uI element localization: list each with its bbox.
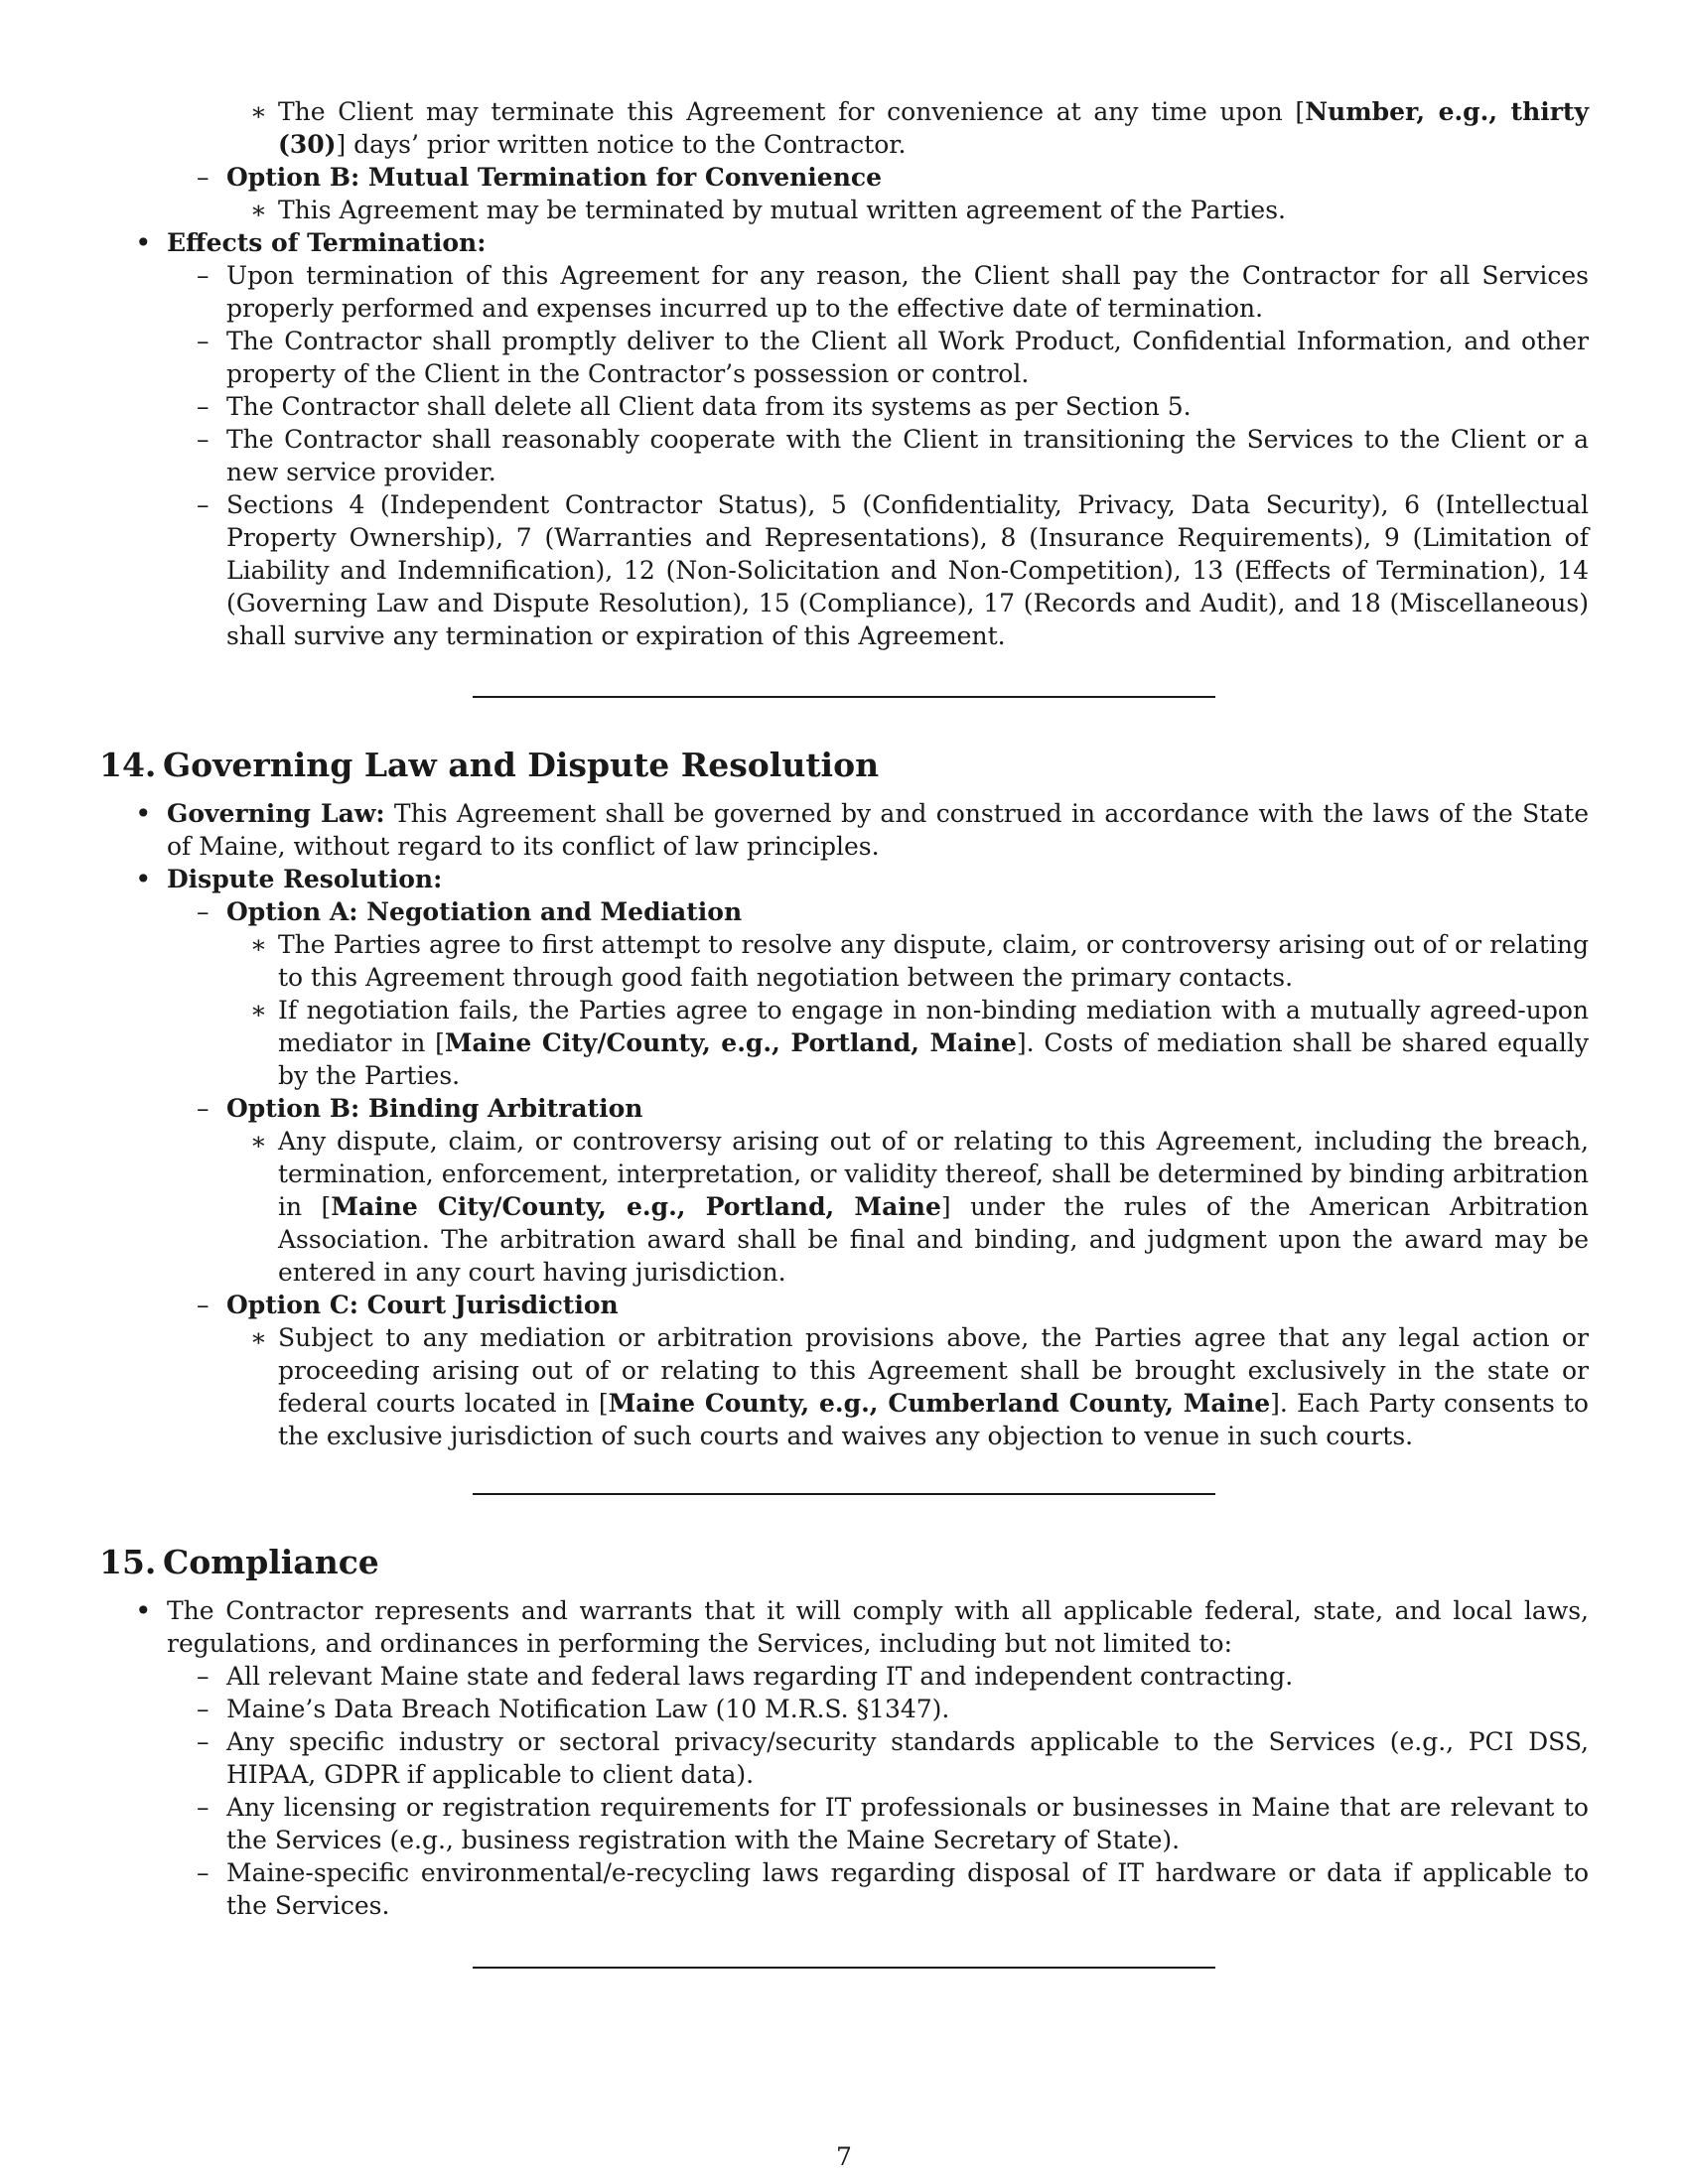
asterisk-marker: ∗ <box>250 97 267 126</box>
list-item: • Governing Law: This Agreement shall be governed by and construed in accordance with the laws of the State of Maine, without regard to its conflict of law principles. <box>135 797 1589 861</box>
list-item <box>99 226 1589 259</box>
list-item <box>99 161 1589 194</box>
list-item: • The Contractor represents and warrants that it will comply with all applicable federal, state, and local laws, regulations, and ordinances in performing the Services, including but not limited to: <box>135 1594 1589 1658</box>
dash-marker: – <box>197 327 210 355</box>
dash-marker: – <box>197 425 210 454</box>
option-c-title: Option C: Court Jurisdiction <box>226 1291 619 1319</box>
list-item: – The Contractor shall promptly deliver to the Client all Work Product, Confidential Information, and other property of the Client in the Contractor’s possession or control. <box>197 327 1589 388</box>
section-title: Governing Law and Dispute Resolution <box>163 746 880 784</box>
section-title: Compliance <box>163 1543 379 1581</box>
termination-section-continued <box>99 95 1589 652</box>
section-heading-14 <box>99 746 1589 785</box>
dash-marker: – <box>197 897 210 926</box>
compliance-section <box>99 1594 1589 1922</box>
placeholder-field: Maine County, e.g., Cumberland County, Maine <box>608 1389 1271 1418</box>
bullet-marker: • <box>135 1594 152 1627</box>
list-item: – Any specific industry or sectoral privacy/security standards applicable to the Services (e.g., PCI DSS, HIPAA, GDPR if applicable to client data). <box>197 1727 1589 1789</box>
dash-marker: – <box>197 1094 210 1123</box>
dash-marker: – <box>197 1291 210 1319</box>
dash-marker: – <box>197 1695 210 1723</box>
dash-marker: – <box>197 261 210 290</box>
list-item: ∗ The Client may terminate this Agreement for convenience at any time upon [Number, e.g., thirty (30)] days’ prior written notice to the Contractor. <box>250 97 1590 159</box>
bullet-marker: • <box>135 226 152 259</box>
dash-marker: – <box>197 1662 210 1691</box>
list-item: ∗ Any dispute, claim, or controversy arising out of or relating to this Agreement, including the breach, termination, enforcement, interpretation, or validity thereof, shall be determined by binding arbitration in [Maine City/County, e.g., Portland, Maine] under the rules of the American Arbitration Association. The arbitration award shall be final and binding, and judgment upon the award may be entered in any court having jurisdiction. <box>250 1127 1590 1287</box>
bullet-marker: • <box>135 797 152 830</box>
list-item <box>99 863 1589 895</box>
list-item: – Upon termination of this Agreement for any reason, the Client shall pay the Contractor for all Services properly performed and expenses incurred up to the effective date of termination. <box>197 261 1589 323</box>
section-divider <box>473 696 1215 698</box>
list-item: ∗ Subject to any mediation or arbitration provisions above, the Parties agree that any legal action or proceeding arising out of or relating to this Agreement shall be brought exclusively in the state or federal courts located in [Maine County, e.g., Cumberland County, Maine]. Each Party consents to the exclusive jurisdiction of such courts and waives any objection to venue in such courts. <box>250 1323 1589 1450</box>
list-item <box>99 895 1589 928</box>
dash-marker: – <box>197 490 210 519</box>
list-item: – The Contractor shall delete all Client data from its systems as per Section 5. <box>197 392 1192 421</box>
list-item: – Maine-specific environmental/e-recycling laws regarding disposal of IT hardware or data if applicable to the Services. <box>197 1858 1589 1920</box>
dash-marker: – <box>197 1858 210 1887</box>
governing-law-section <box>99 797 1589 1452</box>
placeholder-field: Number, e.g., thirty (30) <box>278 97 1590 159</box>
list-item: – Sections 4 (Independent Contractor Status), 5 (Confidentiality, Privacy, Data Security), 6 (Intellectual Property Ownership), 7 (Warranties and Representations), 8 (Insurance Requirements), 9 (Limitation of Liability and Indemnification), 12 (Non-Solicitation and Non-Competition), 13 (Effects of Termination), 14 (Governing Law and Dispute Resolution), 15 (Compliance), 17 (Records and Audit), and 18 (Miscellaneous) shall survive any termination or expiration of this Agreement. <box>197 490 1589 650</box>
list-item: ∗ This Agreement may be terminated by mutual written agreement of the Parties. <box>250 196 1286 224</box>
list-item: ∗ If negotiation fails, the Parties agree to engage in non-binding mediation with a mutually agreed-upon mediator in [Maine City/County, e.g., Portland, Maine]. Costs of mediation shall be shared equally by the Parties. <box>250 996 1590 1090</box>
section-divider <box>473 1493 1215 1495</box>
list-item <box>99 1289 1589 1321</box>
list-item: – All relevant Maine state and federal laws regarding IT and independent contracting. <box>197 1662 1294 1691</box>
list-item: – Maine’s Data Breach Notification Law (10 M.R.S. §1347). <box>197 1695 950 1723</box>
dash-marker: – <box>197 1727 210 1756</box>
section-number: 15. <box>99 1543 157 1581</box>
option-a-title: Option A: Negotiation and Mediation <box>226 897 743 926</box>
section-number: 14. <box>99 746 157 784</box>
effects-title: Effects of Termination: <box>167 228 487 257</box>
dispute-resolution-label: Dispute Resolution: <box>167 865 443 893</box>
option-b-title: Option B: Binding Arbitration <box>226 1094 643 1123</box>
list-item: – Any licensing or registration requirements for IT professionals or businesses in Maine that are relevant to the Services (e.g., business registration with the Maine Secretary of State). <box>197 1793 1589 1854</box>
list-item: ∗ The Parties agree to first attempt to resolve any dispute, claim, or controversy arising out of or relating to this Agreement through good faith negotiation between the primary contacts. <box>250 930 1589 992</box>
asterisk-marker: ∗ <box>250 930 267 959</box>
governing-law-label: Governing Law: <box>167 799 385 828</box>
asterisk-marker: ∗ <box>250 1127 267 1156</box>
dash-marker: – <box>197 163 210 192</box>
dash-marker: – <box>197 392 210 421</box>
list-item: – The Contractor shall reasonably cooperate with the Client in transitioning the Services to the Client or a new service provider. <box>197 425 1589 486</box>
asterisk-marker: ∗ <box>250 996 267 1024</box>
section-divider <box>473 1967 1215 1969</box>
list-item <box>99 1092 1589 1125</box>
page-number: 7 <box>836 2142 852 2171</box>
bullet-marker: • <box>135 863 152 895</box>
section-heading-15 <box>99 1543 1589 1582</box>
placeholder-field: Maine City/County, e.g., Portland, Maine <box>444 1028 1017 1057</box>
placeholder-field: Maine City/County, e.g., Portland, Maine <box>331 1192 941 1221</box>
asterisk-marker: ∗ <box>250 1323 267 1352</box>
option-b-title: Option B: Mutual Termination for Convenience <box>226 163 882 192</box>
asterisk-marker: ∗ <box>250 196 267 224</box>
dash-marker: – <box>197 1793 210 1822</box>
